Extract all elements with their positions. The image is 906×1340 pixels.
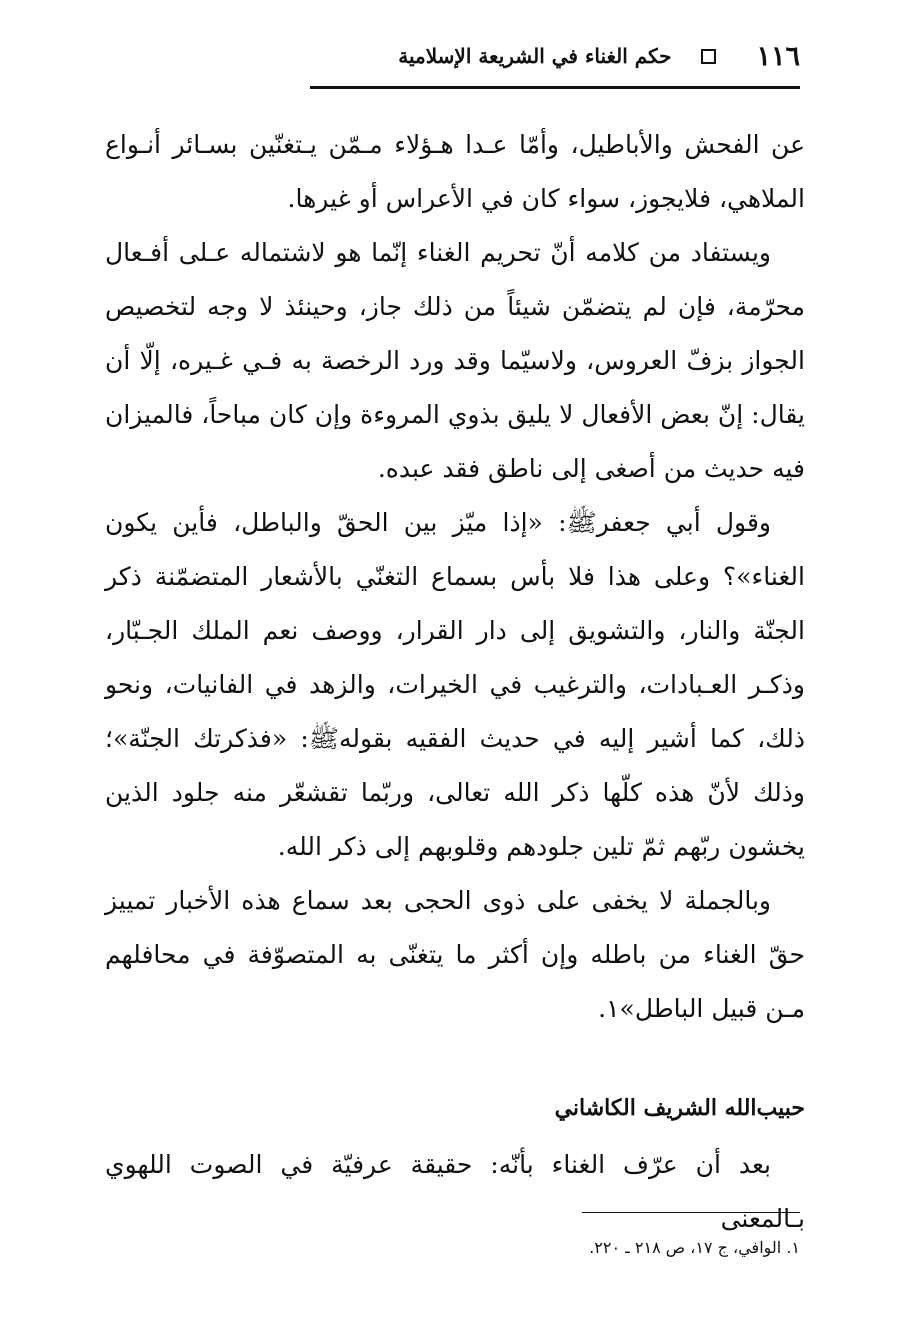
header-rule [310, 86, 800, 89]
page-number: ١١٦ [756, 40, 800, 72]
section-heading: حبيب‌الله الشريف الكاشاني [554, 1095, 805, 1121]
paragraph-3: وقول أبي جعفرﷺ: «إذا ميّز بين الحقّ والباطل، فأين يكون الغناء»؟ وعلى هذا فلا بأس بسماع التغنّي بالأشعار المتضمّنة ذكر الجنّة والنار، والتشويق إلى دار القرار، ووصف نعم الملك الجـبّار، وذكـر العـبادات، والترغيب في الخيرات، والزهد في الفانيات، ونحو ذلك، كما أشير إليه في حديث الفقيه بقولهﷺ: «فذكرتك الجنّة»؛ وذلك لأنّ هذه كلّها ذكر الله تعالى، وربّما تقشعّر منه جلود الذين يخشون ربّهم ثمّ تلين جلودهم وقلوبهم إلى ذكر الله. [105, 508, 805, 861]
running-title: حكم الغناء في الشريعة الإسلامية [398, 44, 672, 68]
header-square-separator-icon [701, 49, 716, 64]
paragraph-1: عن الفحش والأباطيل، وأمّا عـدا هـؤلاء مـمّن يـتغنّين بسـائر أنـواع الملاهي، فلايجوز، سواء كان في الأعراس أو غيرها. [105, 130, 805, 213]
paragraph-2: ويستفاد من كلامه أنّ تحريم الغناء إنّما هو لاشتماله عـلى أفـعال محرّمة، فإن لم يتضمّن شيئاً من ذلك جاز، وحينئذ لا وجه لتخصيص الجواز بزفّ العروس، ولاسيّما وقد ورد الرخصة به فـي غـيره، إلّا أن يقال: إنّ بعض الأفعال لا يليق بذوي المروءة وإن كان مباحاً، فالميزان فيه حديث من أصغى إلى ناطق فقد عبده. [105, 238, 805, 483]
paragraph-4: وبالجملة لا يخفى على ذوى الحجى بعد سماع هذه الأخبار تمييز حقّ الغناء من باطله وإن أكثر ما يتغنّى به المتصوّفة في محافلهم مـن قبيل الباطل»١. [105, 886, 805, 1023]
section-paragraph: بعد أن عرّف الغناء بأنّه: حقيقة عرفيّة في الصوت اللهوي بـالمعنى [105, 1150, 805, 1233]
footnote-rule [582, 1212, 800, 1213]
footnote: ١. الوافي، ج ١٧، ص ٢١٨ ـ ٢٢٠. [589, 1238, 800, 1257]
body-text [105, 118, 805, 1036]
page-header [310, 36, 800, 76]
